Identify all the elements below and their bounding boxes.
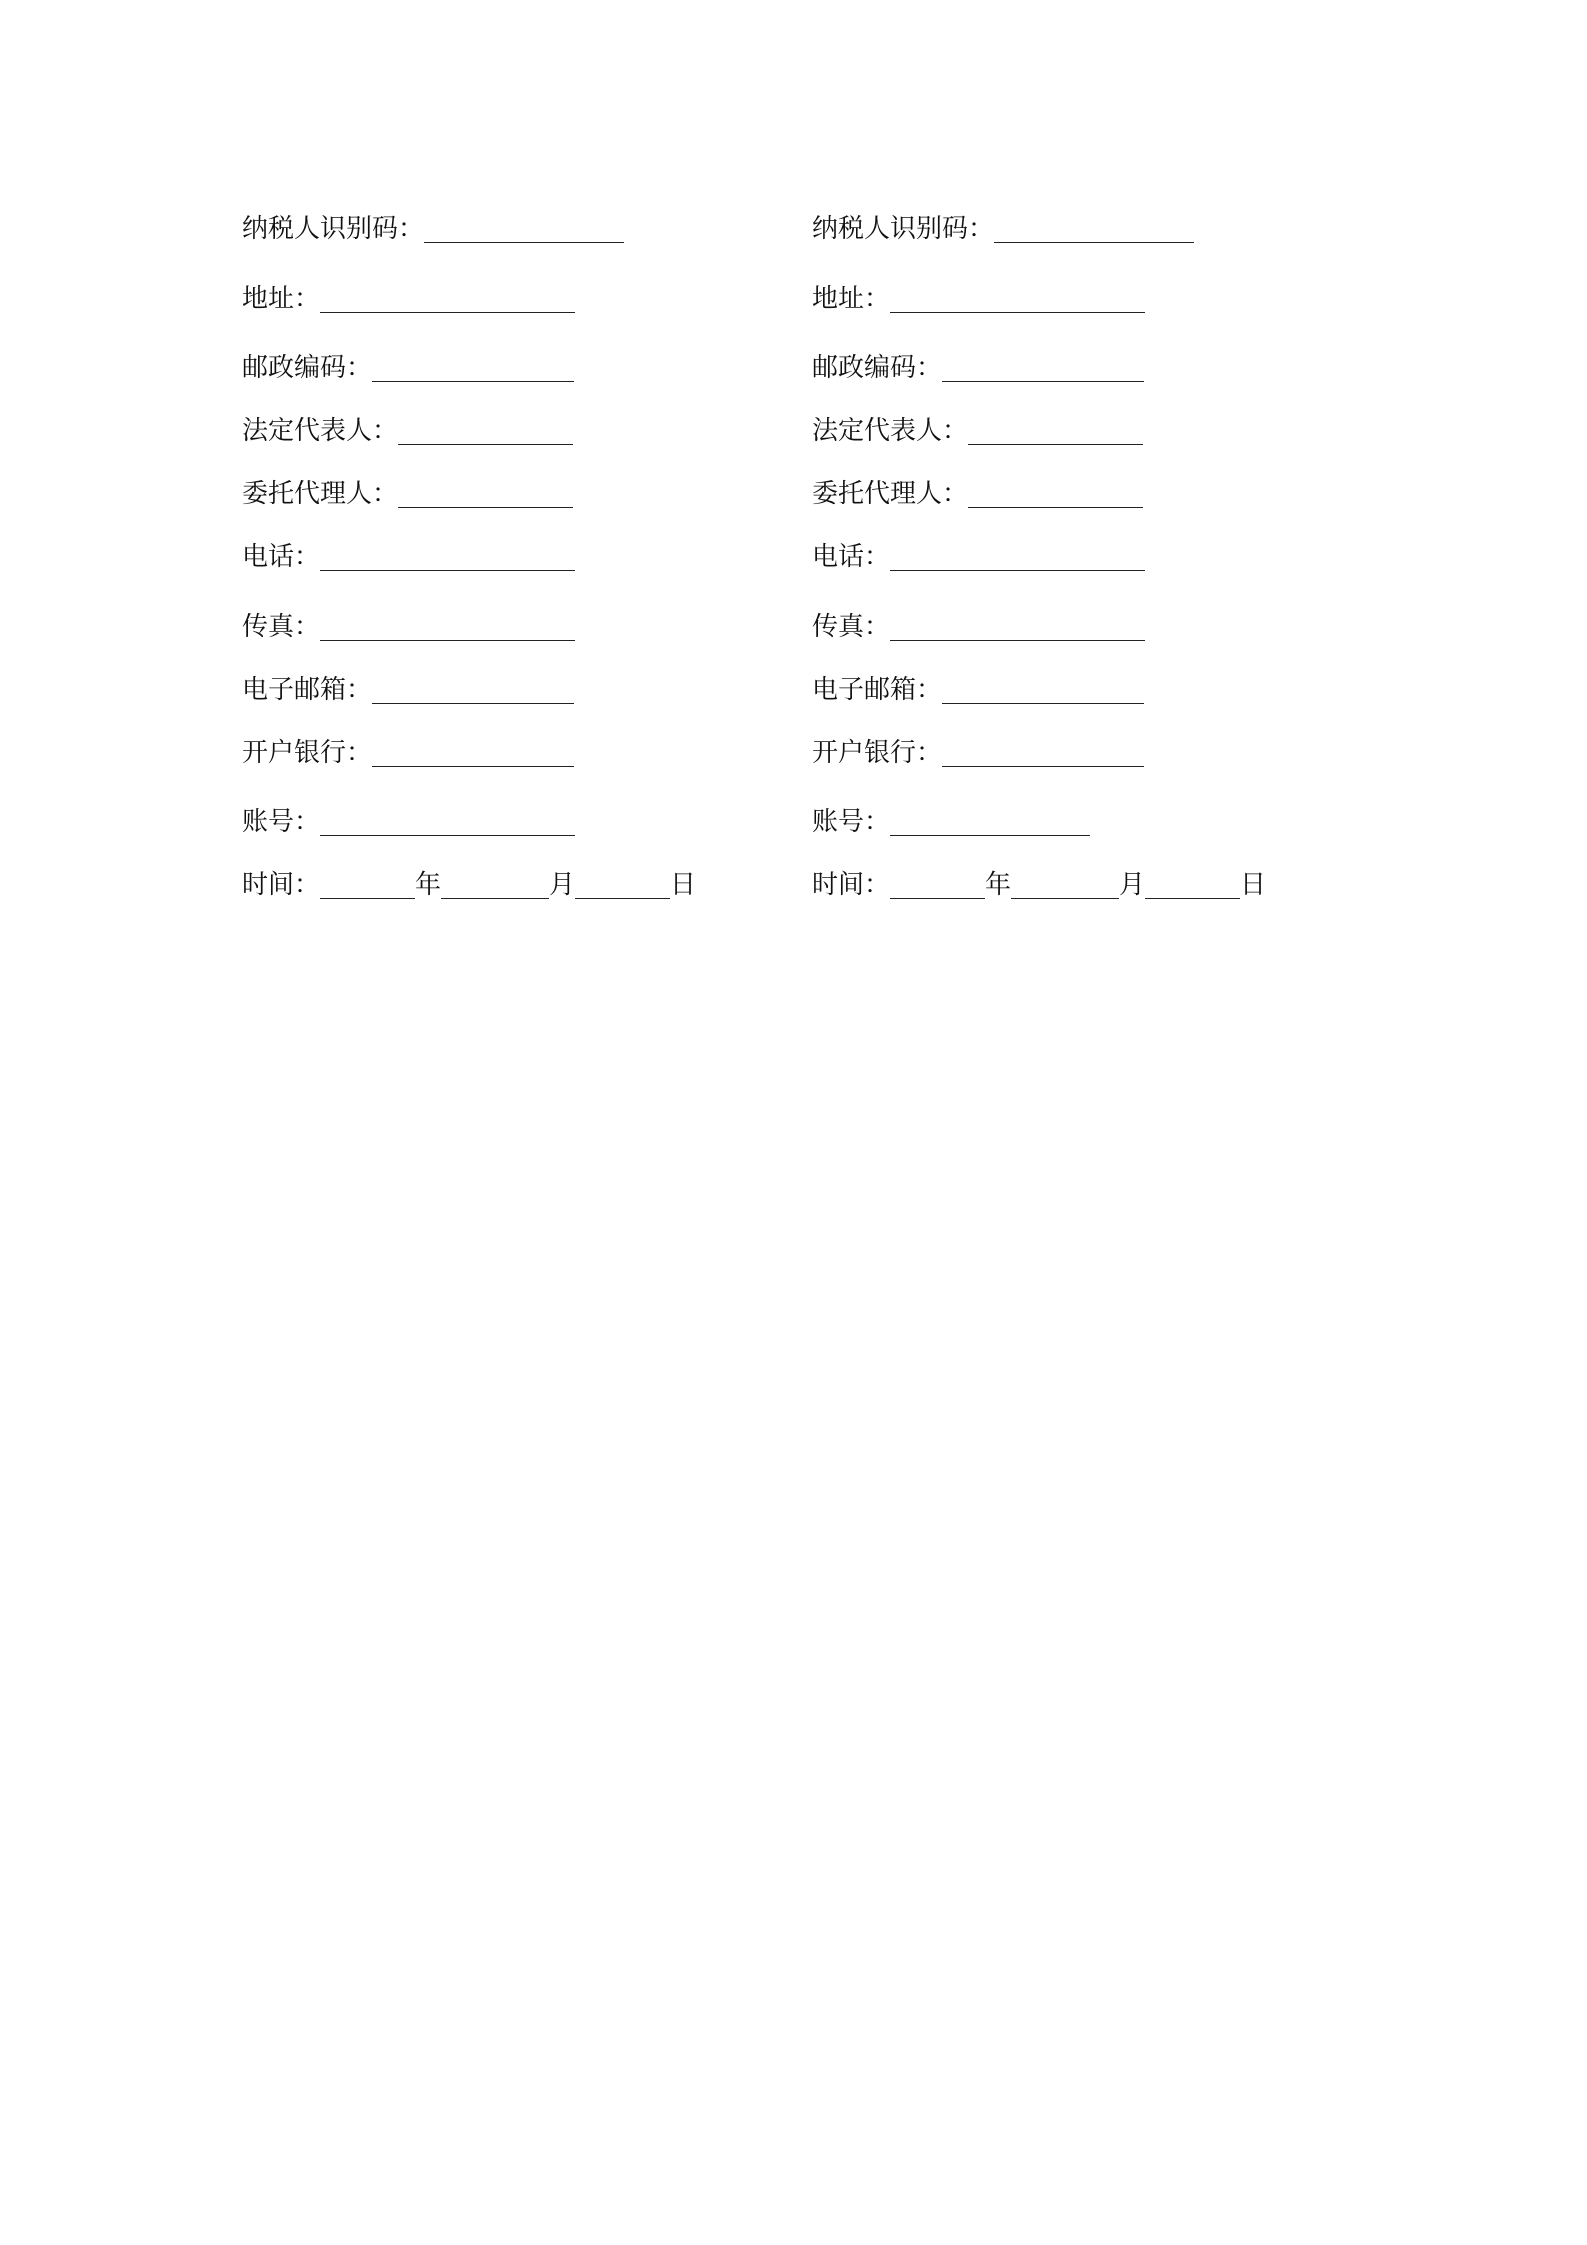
tax-id-row bbox=[812, 205, 1194, 245]
date-label: 时间： bbox=[242, 870, 321, 900]
tax-id-label: 纳税人识别码： bbox=[812, 214, 995, 244]
year-unit: 年 bbox=[985, 870, 1012, 900]
year-field[interactable] bbox=[320, 868, 415, 899]
phone-label: 电话： bbox=[242, 542, 321, 572]
account-field[interactable] bbox=[890, 805, 1090, 836]
postcode-label: 邮政编码： bbox=[812, 353, 943, 383]
address-label: 地址： bbox=[812, 284, 891, 314]
account-field[interactable] bbox=[320, 805, 575, 836]
email-field[interactable] bbox=[372, 673, 574, 704]
tax-id-field[interactable] bbox=[994, 212, 1194, 243]
bank-row bbox=[812, 729, 1144, 769]
legal-rep-row bbox=[812, 407, 1143, 447]
fax-label: 传真： bbox=[242, 612, 321, 642]
day-field[interactable] bbox=[1145, 868, 1240, 899]
tax-id-label: 纳税人识别码： bbox=[242, 214, 425, 244]
fax-row bbox=[242, 603, 575, 643]
address-row bbox=[242, 275, 575, 315]
phone-field[interactable] bbox=[320, 540, 575, 571]
bank-label: 开户银行： bbox=[242, 738, 373, 768]
month-unit: 月 bbox=[1119, 870, 1146, 900]
postcode-row bbox=[242, 344, 574, 384]
postcode-field[interactable] bbox=[372, 351, 574, 382]
email-label: 电子邮箱： bbox=[242, 675, 373, 705]
bank-row bbox=[242, 729, 574, 769]
agent-label: 委托代理人： bbox=[812, 479, 969, 509]
email-field[interactable] bbox=[942, 673, 1144, 704]
tax-id-row bbox=[242, 205, 624, 245]
email-row bbox=[812, 666, 1144, 706]
fax-field[interactable] bbox=[320, 610, 575, 641]
legal-rep-field[interactable] bbox=[398, 414, 573, 445]
year-field[interactable] bbox=[890, 868, 985, 899]
fax-row bbox=[812, 603, 1145, 643]
account-label: 账号： bbox=[812, 807, 891, 837]
account-row bbox=[242, 798, 575, 838]
fax-label: 传真： bbox=[812, 612, 891, 642]
postcode-row bbox=[812, 344, 1144, 384]
bank-field[interactable] bbox=[942, 736, 1144, 767]
legal-rep-row bbox=[242, 407, 573, 447]
legal-rep-label: 法定代表人： bbox=[812, 416, 969, 446]
phone-field[interactable] bbox=[890, 540, 1145, 571]
party-b-block bbox=[812, 0, 1372, 2245]
legal-rep-label: 法定代表人： bbox=[242, 416, 399, 446]
date-row bbox=[242, 861, 696, 901]
party-a-block bbox=[242, 0, 802, 2245]
year-unit: 年 bbox=[415, 870, 442, 900]
bank-label: 开户银行： bbox=[812, 738, 943, 768]
agent-field[interactable] bbox=[968, 477, 1143, 508]
address-field[interactable] bbox=[320, 282, 575, 313]
month-field[interactable] bbox=[1011, 868, 1119, 899]
email-label: 电子邮箱： bbox=[812, 675, 943, 705]
date-label: 时间： bbox=[812, 870, 891, 900]
agent-field[interactable] bbox=[398, 477, 573, 508]
account-row bbox=[812, 798, 1090, 838]
phone-row bbox=[812, 533, 1145, 573]
address-field[interactable] bbox=[890, 282, 1145, 313]
postcode-field[interactable] bbox=[942, 351, 1144, 382]
month-unit: 月 bbox=[549, 870, 576, 900]
agent-row bbox=[812, 470, 1143, 510]
phone-label: 电话： bbox=[812, 542, 891, 572]
postcode-label: 邮政编码： bbox=[242, 353, 373, 383]
address-label: 地址： bbox=[242, 284, 321, 314]
account-label: 账号： bbox=[242, 807, 321, 837]
bank-field[interactable] bbox=[372, 736, 574, 767]
month-field[interactable] bbox=[441, 868, 549, 899]
date-row bbox=[812, 861, 1266, 901]
agent-label: 委托代理人： bbox=[242, 479, 399, 509]
tax-id-field[interactable] bbox=[424, 212, 624, 243]
day-unit: 日 bbox=[1240, 870, 1267, 900]
fax-field[interactable] bbox=[890, 610, 1145, 641]
phone-row bbox=[242, 533, 575, 573]
email-row bbox=[242, 666, 574, 706]
day-field[interactable] bbox=[575, 868, 670, 899]
agent-row bbox=[242, 470, 573, 510]
day-unit: 日 bbox=[670, 870, 697, 900]
address-row bbox=[812, 275, 1145, 315]
legal-rep-field[interactable] bbox=[968, 414, 1143, 445]
